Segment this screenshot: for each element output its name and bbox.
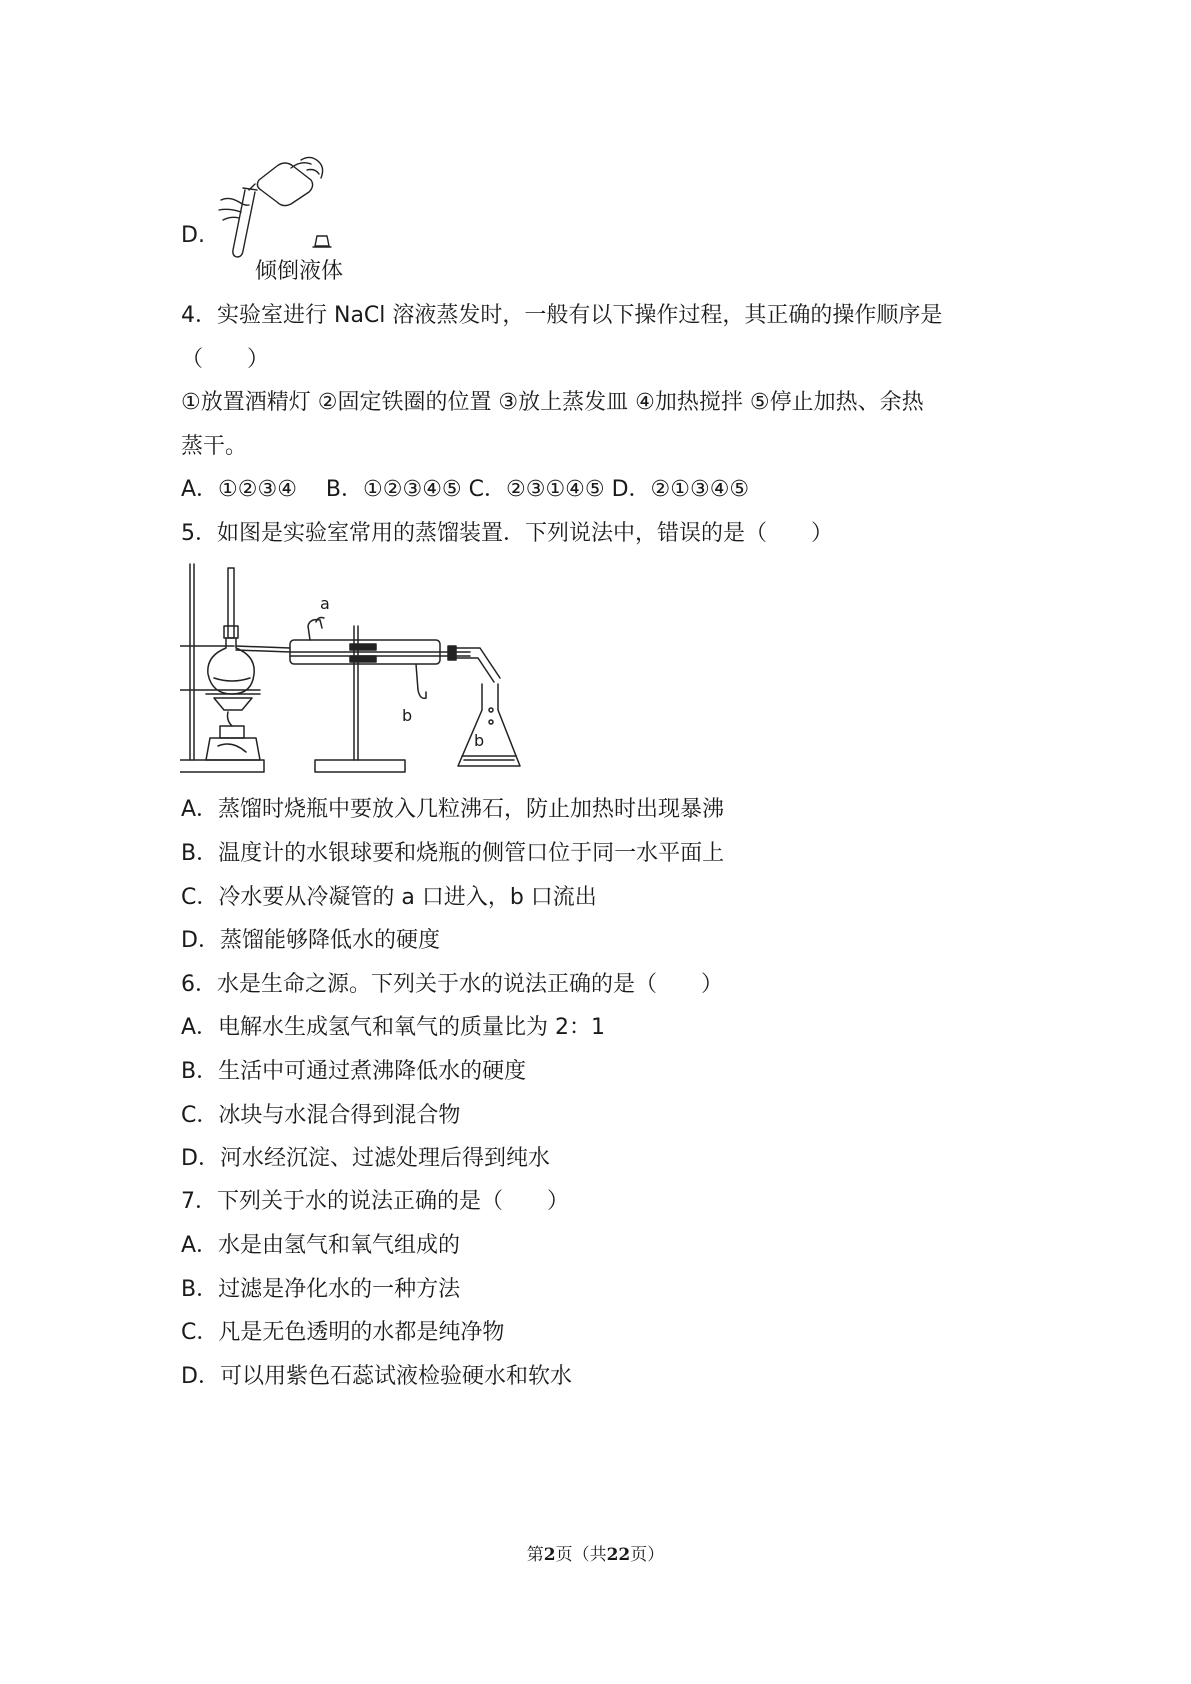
- q5-option-a: A．蒸馏时烧瓶中要放入几粒沸石，防止加热时出现暴沸: [181, 797, 725, 822]
- q4-answer-paren: （ ）: [181, 347, 270, 372]
- footer-page-number: 2: [543, 1545, 556, 1565]
- q5-stem: 5．如图是实验室常用的蒸馏装置．下列说法中，错误的是（ ）: [181, 521, 833, 546]
- figure-label-b-outlet: b: [402, 706, 413, 725]
- q7-option-d: D．可以用紫色石蕊试液检验硬水和软水: [181, 1364, 572, 1389]
- q5-option-d: D．蒸馏能够降低水的硬度: [181, 928, 440, 953]
- q4-options: A．①②③④ B．①②③④⑤ C．②③①④⑤ D．②①③④⑤: [181, 477, 750, 502]
- q3-option-d-caption: 倾倒液体: [255, 259, 344, 284]
- q4-steps-line1: ①放置酒精灯 ②固定铁圈的位置 ③放上蒸发皿 ④加热搅拌 ⑤停止加热、余热: [181, 390, 924, 415]
- q6-stem: 6．水是生命之源。下列关于水的说法正确的是（ ）: [181, 972, 723, 997]
- q4-steps-line2: 蒸干。: [181, 434, 248, 459]
- q5-option-b: B．温度计的水银球要和烧瓶的侧管口位于同一水平面上: [181, 841, 725, 866]
- pouring-liquid-figure: [215, 150, 335, 262]
- footer-total-pages: 22: [606, 1545, 631, 1565]
- q5-option-c: C．冷水要从冷凝管的 a 口进入，b 口流出: [181, 885, 597, 910]
- page-footer: [0, 1543, 1191, 1567]
- q6-option-b: B．生活中可通过煮沸降低水的硬度: [181, 1059, 527, 1084]
- q7-option-b: B．过滤是净化水的一种方法: [181, 1277, 461, 1302]
- q7-option-c: C．凡是无色透明的水都是纯净物: [181, 1320, 505, 1345]
- q7-option-a: A．水是由氢气和氧气组成的: [181, 1233, 461, 1258]
- q6-option-a: A．电解水生成氢气和氧气的质量比为 2：1: [181, 1015, 606, 1040]
- q6-option-d: D．河水经沉淀、过滤处理后得到纯水: [181, 1146, 550, 1171]
- footer-middle: 页（共: [555, 1545, 607, 1565]
- distillation-apparatus-figure: [180, 560, 570, 790]
- footer-prefix: 第: [526, 1545, 544, 1565]
- q4-stem: 4．实验室进行 NaCl 溶液蒸发时，一般有以下操作过程，其正确的操作顺序是: [181, 303, 943, 328]
- q7-stem: 7．下列关于水的说法正确的是（ ）: [181, 1189, 569, 1214]
- q6-option-c: C．冰块与水混合得到混合物: [181, 1103, 461, 1128]
- figure-label-b-flask: b: [474, 731, 485, 750]
- q3-option-d-label: D.: [181, 223, 205, 248]
- footer-suffix: 页）: [630, 1545, 665, 1565]
- figure-label-a: a: [320, 594, 330, 613]
